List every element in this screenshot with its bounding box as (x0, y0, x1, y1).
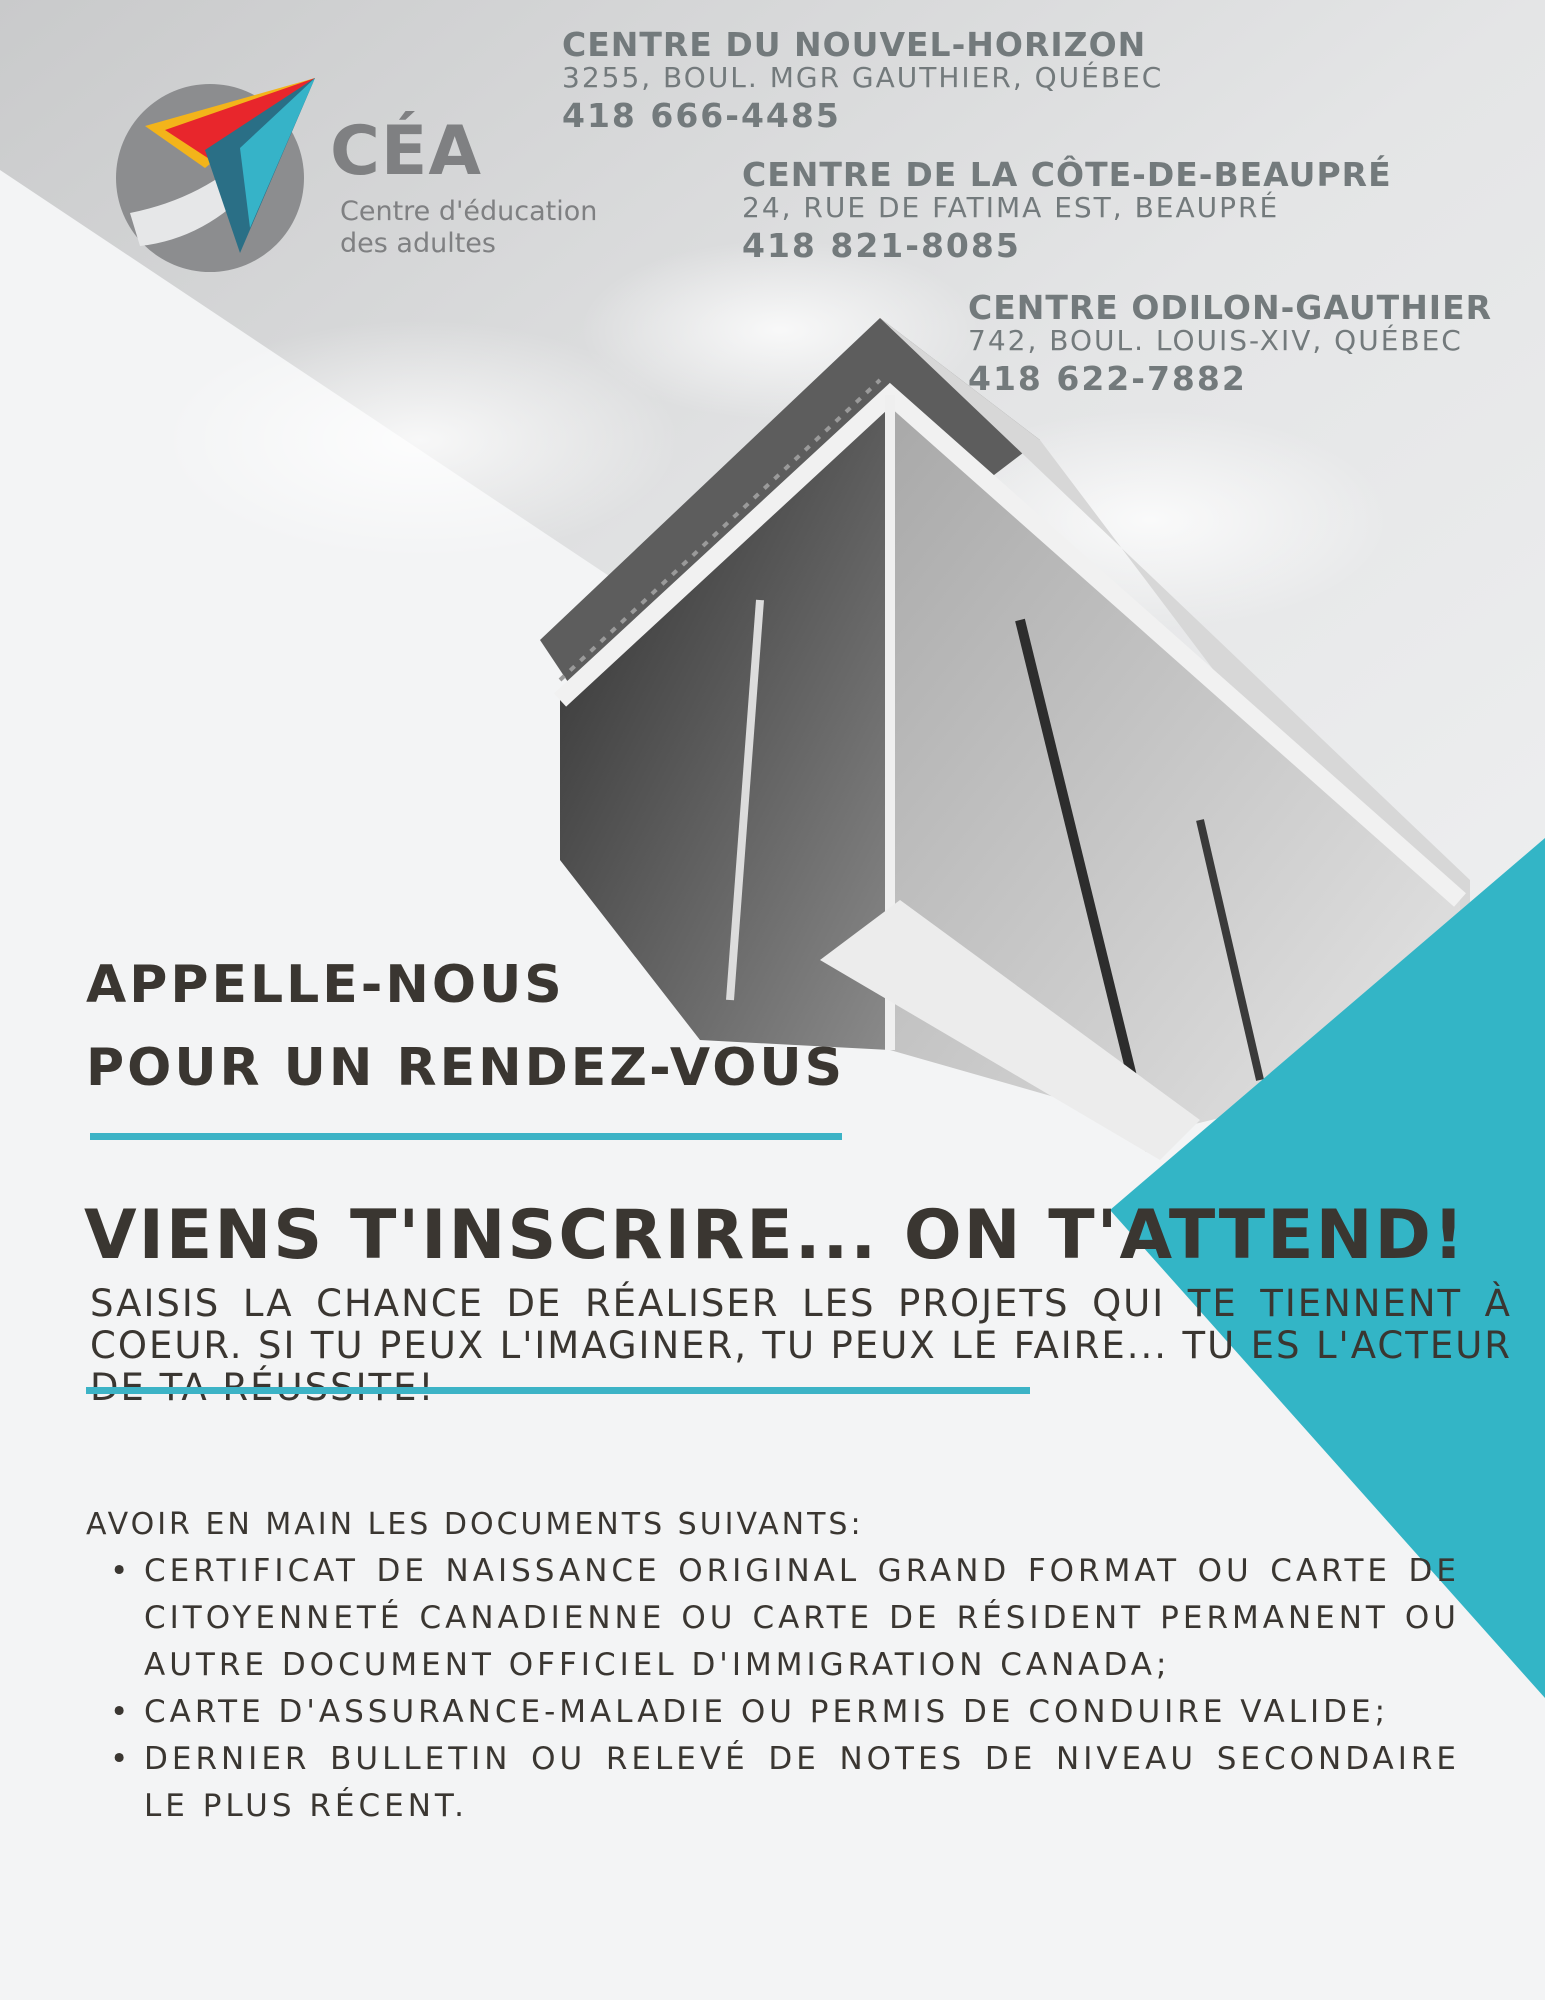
call-line-1: APPELLE-NOUS (86, 955, 565, 1015)
divider-top (90, 1133, 842, 1140)
list-item (110, 1736, 1460, 1830)
centre-name: CENTRE DE LA CÔTE-DE-BEAUPRÉ (742, 155, 1392, 194)
logo-subtitle (340, 196, 597, 260)
bullet: • (110, 1694, 133, 1730)
centre-address: 24, RUE DE FATIMA EST, BEAUPRÉ (742, 191, 1280, 224)
document-text: CERTIFICAT DE NAISSANCE ORIGINAL GRAND FORMAT OU CARTE DE CITOYENNETÉ CANADIENNE OU CARTE DE RÉSIDENT PERMANENT OU AUTRE DOCUMENT OFFICIEL D'IMMIGRATION CANADA; (144, 1553, 1460, 1683)
intro-paragraph: SAISIS LA CHANCE DE RÉALISER LES PROJETS QUI TE TIENNENT À COEUR. SI TU PEUX L'IMAGINER, TU PEUX LE FAIRE... TU ES L'ACTEUR (90, 1282, 1512, 1367)
call-line-2: POUR UN RENDEZ-VOUS (86, 1038, 846, 1098)
centre-cote-de-beaupre (742, 157, 1392, 269)
centre-address: 3255, BOUL. MGR GAUTHIER, QUÉBEC (562, 61, 1164, 94)
centre-phone: 418 821-8085 (742, 226, 1021, 265)
divider-bottom (86, 1387, 1030, 1394)
centre-phone: 418 666-4485 (562, 96, 841, 135)
centre-phone: 418 622-7882 (968, 359, 1247, 398)
bullet: • (110, 1741, 133, 1777)
logo-subtitle-line2: des adultes (340, 228, 496, 259)
centre-odilon-gauthier (968, 290, 1492, 402)
centre-address: 742, BOUL. LOUIS-XIV, QUÉBEC (968, 324, 1463, 357)
list-item (110, 1548, 1460, 1689)
documents-title: AVOIR EN MAIN LES DOCUMENTS SUIVANTS: (86, 1507, 864, 1542)
cea-logo-icon (110, 78, 322, 272)
list-item (110, 1689, 1460, 1736)
documents-list (110, 1548, 1460, 1830)
logo-acronym: CÉA (330, 112, 482, 191)
document-text: DERNIER BULLETIN OU RELEVÉ DE NOTES DE NIVEAU SECONDAIRE LE PLUS RÉCENT. (144, 1741, 1460, 1824)
centre-nouvel-horizon (562, 27, 1163, 139)
logo-subtitle-line1: Centre d'éducation (340, 196, 598, 227)
centre-name: CENTRE DU NOUVEL-HORIZON (562, 25, 1147, 64)
bullet: • (110, 1553, 133, 1589)
centre-name: CENTRE ODILON-GAUTHIER (968, 288, 1493, 327)
document-text: CARTE D'ASSURANCE-MALADIE OU PERMIS DE CONDUIRE VALIDE; (144, 1694, 1390, 1730)
headline: VIENS T'INSCRIRE... ON T'ATTEND! (84, 1196, 1466, 1275)
